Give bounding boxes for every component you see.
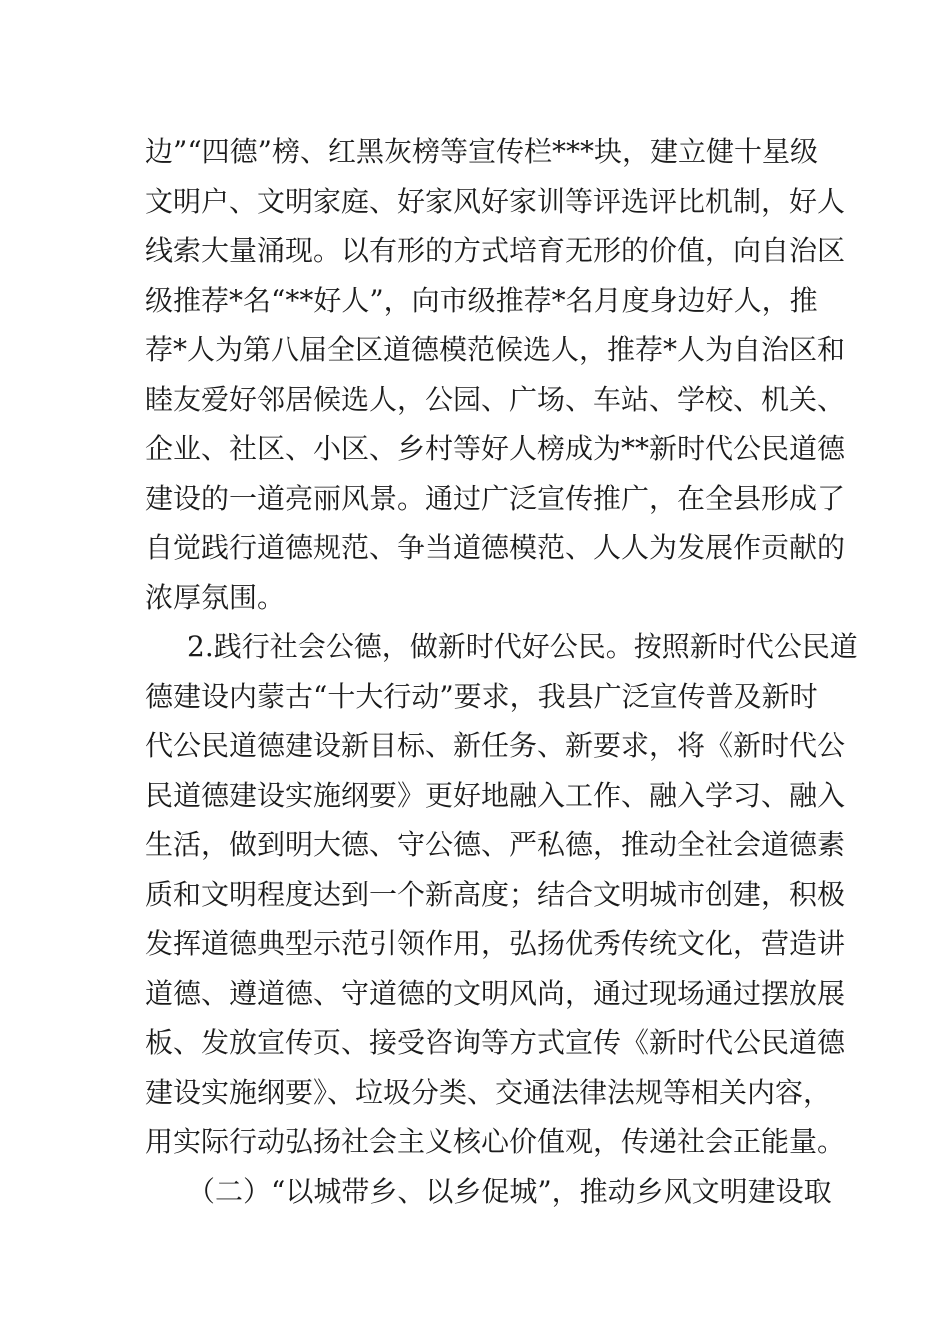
text-line: 睦友爱好邻居候选人，公园、广场、车站、学校、机关、 bbox=[145, 382, 846, 416]
text-line: 道德、遵道德、守道德的文明风尚，通过现场通过摆放展 bbox=[145, 976, 846, 1010]
section-heading-line: （二）“以城带乡、以乡促城”，推动乡风文明建设取 bbox=[187, 1174, 832, 1208]
text-line: 质和文明程度达到一个新高度；结合文明城市创建，积极 bbox=[145, 877, 846, 911]
text-line: 用实际行动弘扬社会主义核心价值观，传递社会正能量。 bbox=[145, 1125, 846, 1158]
text-line: 发挥道德典型示范引领作用，弘扬优秀传统文化，营造讲 bbox=[145, 927, 846, 960]
text-line: 荐*人为第八届全区道德模范候选人，推荐*人为自治区和 bbox=[145, 333, 846, 366]
section-heading-line: 2.践行社会公德，做新时代好公民。按照新时代公民道 bbox=[187, 630, 858, 663]
text-line: 线索大量涌现。以有形的方式培育无形的价值，向自治区 bbox=[145, 234, 846, 267]
text-line: 生活，做到明大德、守公德、严私德，推动全社会道德素 bbox=[145, 828, 846, 861]
text-line: 板、发放宣传页、接受咨询等方式宣传《新时代公民道德 bbox=[145, 1026, 846, 1059]
text-line: 边”“四德”榜、红黑灰榜等宣传栏***块，建立健十星级 bbox=[145, 135, 818, 168]
text-line: 德建设内蒙古“十大行动”要求，我县广泛宣传普及新时 bbox=[145, 679, 818, 713]
text-line: 浓厚氛围。 bbox=[145, 580, 286, 614]
text-line: 民道德建设实施纲要》更好地融入工作、融入学习、融入 bbox=[145, 778, 846, 812]
text-line: 建设的一道亮丽风景。通过广泛宣传推广，在全县形成了 bbox=[145, 481, 846, 515]
text-line: 文明户、文明家庭、好家风好家训等评选评比机制，好人 bbox=[145, 184, 846, 218]
text-line: 代公民道德建设新目标、新任务、新要求，将《新时代公 bbox=[145, 729, 846, 762]
document-body bbox=[145, 127, 858, 1216]
text-line: 级推荐*名“**好人”，向市级推荐*名月度身边好人，推 bbox=[145, 283, 818, 317]
text-line: 建设实施纲要》、垃圾分类、交通法律法规等相关内容， bbox=[145, 1075, 832, 1109]
text-line: 自觉践行道德规范、争当道德模范、人人为发展作贡献的 bbox=[145, 531, 846, 564]
text-line: 企业、社区、小区、乡村等好人榜成为**新时代公民道德 bbox=[145, 432, 846, 465]
